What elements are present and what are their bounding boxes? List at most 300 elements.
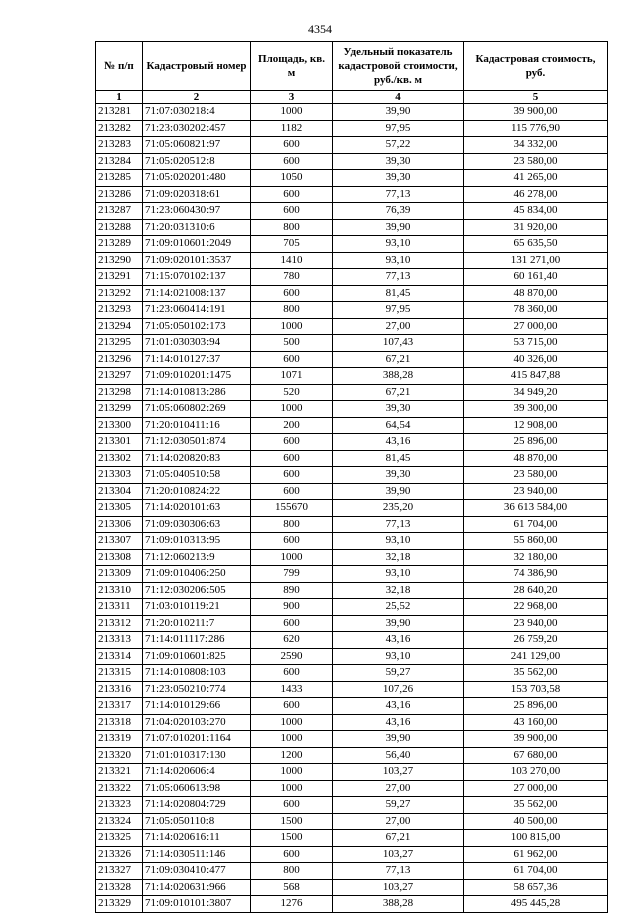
unit-value-cell: 388,28 <box>333 368 464 385</box>
row-number-cell: 213306 <box>96 516 143 533</box>
unit-value-cell: 39,90 <box>333 219 464 236</box>
cadastral-number-cell: 71:05:050110:8 <box>143 813 251 830</box>
unit-value-cell: 93,10 <box>333 236 464 253</box>
cadastral-number-cell: 71:09:020318:61 <box>143 186 251 203</box>
row-number-cell: 213316 <box>96 681 143 698</box>
area-cell: 1071 <box>251 368 333 385</box>
table-row <box>96 896 608 913</box>
table-row <box>96 318 608 335</box>
unit-value-cell: 32,18 <box>333 582 464 599</box>
cadastral-value-cell: 61 704,00 <box>464 516 608 533</box>
table-row <box>96 582 608 599</box>
cadastral-value-cell: 103 270,00 <box>464 764 608 781</box>
cadastral-number-cell: 71:07:010201:1164 <box>143 731 251 748</box>
unit-value-cell: 39,90 <box>333 483 464 500</box>
area-cell: 800 <box>251 219 333 236</box>
table-row <box>96 516 608 533</box>
row-number-cell: 213308 <box>96 549 143 566</box>
area-cell: 1000 <box>251 549 333 566</box>
row-number-cell: 213296 <box>96 351 143 368</box>
table-row <box>96 104 608 121</box>
cadastral-value-cell: 23 580,00 <box>464 467 608 484</box>
table-row <box>96 863 608 880</box>
area-cell: 1500 <box>251 813 333 830</box>
unit-value-cell: 39,30 <box>333 153 464 170</box>
unit-value-cell: 93,10 <box>333 648 464 665</box>
row-number-cell: 213289 <box>96 236 143 253</box>
row-number-cell: 213307 <box>96 533 143 550</box>
table-row <box>96 120 608 137</box>
row-number-cell: 213327 <box>96 863 143 880</box>
unit-value-cell: 97,95 <box>333 120 464 137</box>
unit-value-cell: 59,27 <box>333 665 464 682</box>
area-cell: 600 <box>251 797 333 814</box>
area-cell: 600 <box>251 203 333 220</box>
cadastral-number-cell: 71:09:010201:1475 <box>143 368 251 385</box>
unit-value-cell: 93,10 <box>333 533 464 550</box>
area-cell: 1182 <box>251 120 333 137</box>
table-row <box>96 764 608 781</box>
table-row <box>96 252 608 269</box>
table-row <box>96 632 608 649</box>
unit-value-cell: 27,00 <box>333 780 464 797</box>
cadastral-value-cell: 31 920,00 <box>464 219 608 236</box>
unit-value-cell: 59,27 <box>333 797 464 814</box>
cadastral-number-cell: 71:14:020804:729 <box>143 797 251 814</box>
cadastral-value-cell: 78 360,00 <box>464 302 608 319</box>
area-cell: 780 <box>251 269 333 286</box>
unit-value-cell: 93,10 <box>333 252 464 269</box>
row-number-cell: 213284 <box>96 153 143 170</box>
cadastral-number-cell: 71:05:060802:269 <box>143 401 251 418</box>
table-row <box>96 500 608 517</box>
cadastral-value-cell: 67 680,00 <box>464 747 608 764</box>
row-number-cell: 213285 <box>96 170 143 187</box>
table-row <box>96 599 608 616</box>
table-header-row <box>96 42 608 91</box>
cadastral-value-cell: 23 940,00 <box>464 615 608 632</box>
cadastral-number-cell: 71:14:010808:103 <box>143 665 251 682</box>
table-row <box>96 698 608 715</box>
table-row <box>96 747 608 764</box>
cadastral-value-cell: 27 000,00 <box>464 318 608 335</box>
cadastral-value-cell: 34 949,20 <box>464 384 608 401</box>
unit-value-cell: 67,21 <box>333 351 464 368</box>
area-cell: 600 <box>251 285 333 302</box>
cadastral-number-cell: 71:14:010813:286 <box>143 384 251 401</box>
unit-value-cell: 39,30 <box>333 467 464 484</box>
unit-value-cell: 388,28 <box>333 896 464 913</box>
cadastral-number-cell: 71:09:010101:3807 <box>143 896 251 913</box>
area-cell: 600 <box>251 186 333 203</box>
cadastral-number-cell: 71:05:040510:58 <box>143 467 251 484</box>
table-row <box>96 681 608 698</box>
cadastral-value-cell: 36 613 584,00 <box>464 500 608 517</box>
cadastral-value-cell: 45 834,00 <box>464 203 608 220</box>
table-row <box>96 351 608 368</box>
area-cell: 620 <box>251 632 333 649</box>
cadastral-number-cell: 71:14:020101:63 <box>143 500 251 517</box>
row-number-cell: 213287 <box>96 203 143 220</box>
table-row <box>96 401 608 418</box>
cadastral-value-cell: 131 271,00 <box>464 252 608 269</box>
area-cell: 1276 <box>251 896 333 913</box>
table-row <box>96 648 608 665</box>
area-cell: 200 <box>251 417 333 434</box>
unit-value-cell: 27,00 <box>333 318 464 335</box>
table-row <box>96 467 608 484</box>
cadastral-value-cell: 35 562,00 <box>464 665 608 682</box>
area-cell: 520 <box>251 384 333 401</box>
area-cell: 800 <box>251 863 333 880</box>
table-row <box>96 533 608 550</box>
cadastral-value-table <box>95 41 608 913</box>
unit-value-cell: 77,13 <box>333 269 464 286</box>
cadastral-number-cell: 71:05:060613:98 <box>143 780 251 797</box>
area-cell: 900 <box>251 599 333 616</box>
cadastral-value-cell: 25 896,00 <box>464 434 608 451</box>
cadastral-value-cell: 61 704,00 <box>464 863 608 880</box>
row-number-cell: 213313 <box>96 632 143 649</box>
cadastral-number-cell: 71:12:030206:505 <box>143 582 251 599</box>
area-cell: 600 <box>251 483 333 500</box>
column-number: 3 <box>251 91 333 104</box>
cadastral-number-cell: 71:05:020512:8 <box>143 153 251 170</box>
table-row <box>96 170 608 187</box>
unit-value-cell: 39,90 <box>333 731 464 748</box>
header-cadastral-value: Кадастровая стоимость, руб. <box>464 42 608 91</box>
row-number-cell: 213281 <box>96 104 143 121</box>
unit-value-cell: 43,16 <box>333 434 464 451</box>
cadastral-value-cell: 39 300,00 <box>464 401 608 418</box>
unit-value-cell: 77,13 <box>333 516 464 533</box>
table-row <box>96 368 608 385</box>
cadastral-number-cell: 71:15:070102:137 <box>143 269 251 286</box>
cadastral-value-cell: 61 962,00 <box>464 846 608 863</box>
row-number-cell: 213324 <box>96 813 143 830</box>
cadastral-number-cell: 71:12:060213:9 <box>143 549 251 566</box>
unit-value-cell: 64,54 <box>333 417 464 434</box>
area-cell: 800 <box>251 516 333 533</box>
row-number-cell: 213328 <box>96 879 143 896</box>
cadastral-value-cell: 48 870,00 <box>464 450 608 467</box>
cadastral-number-cell: 71:23:050210:774 <box>143 681 251 698</box>
table-row <box>96 417 608 434</box>
unit-value-cell: 103,27 <box>333 846 464 863</box>
unit-value-cell: 93,10 <box>333 566 464 583</box>
cadastral-number-cell: 71:05:050102:173 <box>143 318 251 335</box>
table-row <box>96 450 608 467</box>
cadastral-number-cell: 71:03:010119:21 <box>143 599 251 616</box>
cadastral-number-cell: 71:09:030410:477 <box>143 863 251 880</box>
cadastral-value-cell: 39 900,00 <box>464 104 608 121</box>
row-number-cell: 213329 <box>96 896 143 913</box>
cadastral-number-cell: 71:14:020820:83 <box>143 450 251 467</box>
row-number-cell: 213311 <box>96 599 143 616</box>
row-number-cell: 213312 <box>96 615 143 632</box>
row-number-cell: 213310 <box>96 582 143 599</box>
table-row <box>96 549 608 566</box>
cadastral-value-cell: 32 180,00 <box>464 549 608 566</box>
area-cell: 890 <box>251 582 333 599</box>
column-number: 1 <box>96 91 143 104</box>
table-row <box>96 186 608 203</box>
row-number-cell: 213294 <box>96 318 143 335</box>
row-number-cell: 213322 <box>96 780 143 797</box>
cadastral-number-cell: 71:20:010411:16 <box>143 417 251 434</box>
cadastral-value-cell: 35 562,00 <box>464 797 608 814</box>
cadastral-number-cell: 71:05:060821:97 <box>143 137 251 154</box>
cadastral-number-cell: 71:09:020101:3537 <box>143 252 251 269</box>
row-number-cell: 213292 <box>96 285 143 302</box>
area-cell: 500 <box>251 335 333 352</box>
row-number-cell: 213301 <box>96 434 143 451</box>
area-cell: 600 <box>251 434 333 451</box>
table-row <box>96 813 608 830</box>
area-cell: 1000 <box>251 714 333 731</box>
row-number-cell: 213298 <box>96 384 143 401</box>
row-number-cell: 213300 <box>96 417 143 434</box>
cadastral-value-cell: 415 847,88 <box>464 368 608 385</box>
area-cell: 600 <box>251 450 333 467</box>
area-cell: 600 <box>251 533 333 550</box>
table-row <box>96 203 608 220</box>
cadastral-value-cell: 153 703,58 <box>464 681 608 698</box>
cadastral-value-cell: 43 160,00 <box>464 714 608 731</box>
unit-value-cell: 107,26 <box>333 681 464 698</box>
cadastral-value-cell: 41 265,00 <box>464 170 608 187</box>
area-cell: 705 <box>251 236 333 253</box>
unit-value-cell: 107,43 <box>333 335 464 352</box>
area-cell: 1433 <box>251 681 333 698</box>
cadastral-value-cell: 22 968,00 <box>464 599 608 616</box>
row-number-cell: 213293 <box>96 302 143 319</box>
cadastral-number-cell: 71:23:030202:457 <box>143 120 251 137</box>
header-row-number: № п/п <box>96 42 143 91</box>
cadastral-number-cell: 71:14:011117:286 <box>143 632 251 649</box>
cadastral-number-cell: 71:01:010317:130 <box>143 747 251 764</box>
row-number-cell: 213295 <box>96 335 143 352</box>
row-number-cell: 213317 <box>96 698 143 715</box>
area-cell: 1200 <box>251 747 333 764</box>
unit-value-cell: 81,45 <box>333 285 464 302</box>
area-cell: 568 <box>251 879 333 896</box>
table-row <box>96 615 608 632</box>
cadastral-number-cell: 71:12:030501:874 <box>143 434 251 451</box>
row-number-cell: 213320 <box>96 747 143 764</box>
header-area: Площадь, кв. м <box>251 42 333 91</box>
table-row <box>96 780 608 797</box>
cadastral-number-cell: 71:20:010824:22 <box>143 483 251 500</box>
unit-value-cell: 56,40 <box>333 747 464 764</box>
column-number-row <box>96 91 608 104</box>
unit-value-cell: 39,90 <box>333 615 464 632</box>
cadastral-number-cell: 71:14:010127:37 <box>143 351 251 368</box>
table-row <box>96 302 608 319</box>
table-row <box>96 153 608 170</box>
cadastral-number-cell: 71:23:060414:191 <box>143 302 251 319</box>
cadastral-value-cell: 40 326,00 <box>464 351 608 368</box>
page-number: 4354 <box>308 22 332 36</box>
row-number-cell: 213321 <box>96 764 143 781</box>
unit-value-cell: 39,30 <box>333 401 464 418</box>
cadastral-value-cell: 27 000,00 <box>464 780 608 797</box>
cadastral-value-cell: 34 332,00 <box>464 137 608 154</box>
area-cell: 800 <box>251 302 333 319</box>
cadastral-value-cell: 60 161,40 <box>464 269 608 286</box>
row-number-cell: 213323 <box>96 797 143 814</box>
table-row <box>96 830 608 847</box>
unit-value-cell: 103,27 <box>333 879 464 896</box>
area-cell: 600 <box>251 467 333 484</box>
row-number-cell: 213309 <box>96 566 143 583</box>
row-number-cell: 213318 <box>96 714 143 731</box>
area-cell: 1000 <box>251 318 333 335</box>
area-cell: 155670 <box>251 500 333 517</box>
table-row <box>96 665 608 682</box>
area-cell: 600 <box>251 351 333 368</box>
table-row <box>96 566 608 583</box>
area-cell: 1000 <box>251 731 333 748</box>
row-number-cell: 213315 <box>96 665 143 682</box>
area-cell: 799 <box>251 566 333 583</box>
unit-value-cell: 103,27 <box>333 764 464 781</box>
unit-value-cell: 235,20 <box>333 500 464 517</box>
cadastral-value-cell: 26 759,20 <box>464 632 608 649</box>
cadastral-number-cell: 71:01:030303:94 <box>143 335 251 352</box>
cadastral-value-cell: 55 860,00 <box>464 533 608 550</box>
area-cell: 600 <box>251 665 333 682</box>
cadastral-number-cell: 71:09:010601:2049 <box>143 236 251 253</box>
table-row <box>96 384 608 401</box>
table-row <box>96 797 608 814</box>
unit-value-cell: 39,30 <box>333 170 464 187</box>
cadastral-number-cell: 71:14:020606:4 <box>143 764 251 781</box>
row-number-cell: 213299 <box>96 401 143 418</box>
area-cell: 600 <box>251 153 333 170</box>
cadastral-number-cell: 71:14:010129:66 <box>143 698 251 715</box>
cadastral-number-cell: 71:20:010211:7 <box>143 615 251 632</box>
cadastral-number-cell: 71:09:010313:95 <box>143 533 251 550</box>
cadastral-value-cell: 53 715,00 <box>464 335 608 352</box>
header-cadastral-number: Кадастровый номер <box>143 42 251 91</box>
unit-value-cell: 67,21 <box>333 384 464 401</box>
area-cell: 1000 <box>251 401 333 418</box>
unit-value-cell: 57,22 <box>333 137 464 154</box>
unit-value-cell: 43,16 <box>333 714 464 731</box>
row-number-cell: 213325 <box>96 830 143 847</box>
cadastral-number-cell: 71:04:020103:270 <box>143 714 251 731</box>
table-row <box>96 483 608 500</box>
area-cell: 1410 <box>251 252 333 269</box>
row-number-cell: 213314 <box>96 648 143 665</box>
column-number: 2 <box>143 91 251 104</box>
cadastral-number-cell: 71:23:060430:97 <box>143 203 251 220</box>
table-row <box>96 219 608 236</box>
row-number-cell: 213286 <box>96 186 143 203</box>
area-cell: 1000 <box>251 764 333 781</box>
unit-value-cell: 43,16 <box>333 632 464 649</box>
row-number-cell: 213319 <box>96 731 143 748</box>
cadastral-number-cell: 71:07:030218:4 <box>143 104 251 121</box>
unit-value-cell: 67,21 <box>333 830 464 847</box>
table-row <box>96 269 608 286</box>
row-number-cell: 213283 <box>96 137 143 154</box>
area-cell: 1000 <box>251 780 333 797</box>
table-row <box>96 714 608 731</box>
cadastral-number-cell: 71:14:020616:11 <box>143 830 251 847</box>
unit-value-cell: 77,13 <box>333 186 464 203</box>
area-cell: 2590 <box>251 648 333 665</box>
cadastral-value-cell: 495 445,28 <box>464 896 608 913</box>
cadastral-value-cell: 40 500,00 <box>464 813 608 830</box>
unit-value-cell: 39,90 <box>333 104 464 121</box>
row-number-cell: 213297 <box>96 368 143 385</box>
area-cell: 1050 <box>251 170 333 187</box>
row-number-cell: 213291 <box>96 269 143 286</box>
row-number-cell: 213288 <box>96 219 143 236</box>
unit-value-cell: 77,13 <box>333 863 464 880</box>
cadastral-number-cell: 71:09:010406:250 <box>143 566 251 583</box>
cadastral-number-cell: 71:09:010601:825 <box>143 648 251 665</box>
cadastral-value-cell: 23 580,00 <box>464 153 608 170</box>
table-row <box>96 846 608 863</box>
area-cell: 1000 <box>251 104 333 121</box>
table-row <box>96 879 608 896</box>
cadastral-value-cell: 48 870,00 <box>464 285 608 302</box>
unit-value-cell: 32,18 <box>333 549 464 566</box>
unit-value-cell: 76,39 <box>333 203 464 220</box>
area-cell: 600 <box>251 846 333 863</box>
table-row <box>96 731 608 748</box>
table-row <box>96 335 608 352</box>
area-cell: 1500 <box>251 830 333 847</box>
cadastral-value-cell: 100 815,00 <box>464 830 608 847</box>
header-unit-value: Удельный показатель кадастровой стоимости, руб./кв. м <box>333 42 464 91</box>
cadastral-number-cell: 71:14:021008:137 <box>143 285 251 302</box>
column-number: 4 <box>333 91 464 104</box>
table-row <box>96 137 608 154</box>
cadastral-value-cell: 115 776,90 <box>464 120 608 137</box>
unit-value-cell: 43,16 <box>333 698 464 715</box>
cadastral-value-cell: 25 896,00 <box>464 698 608 715</box>
cadastral-number-cell: 71:20:031310:6 <box>143 219 251 236</box>
row-number-cell: 213304 <box>96 483 143 500</box>
row-number-cell: 213303 <box>96 467 143 484</box>
cadastral-value-cell: 46 278,00 <box>464 186 608 203</box>
cadastral-number-cell: 71:14:020631:966 <box>143 879 251 896</box>
cadastral-value-cell: 65 635,50 <box>464 236 608 253</box>
cadastral-value-cell: 23 940,00 <box>464 483 608 500</box>
row-number-cell: 213282 <box>96 120 143 137</box>
unit-value-cell: 81,45 <box>333 450 464 467</box>
cadastral-number-cell: 71:09:030306:63 <box>143 516 251 533</box>
cadastral-number-cell: 71:14:030511:146 <box>143 846 251 863</box>
unit-value-cell: 27,00 <box>333 813 464 830</box>
cadastral-number-cell: 71:05:020201:480 <box>143 170 251 187</box>
column-number: 5 <box>464 91 608 104</box>
cadastral-value-cell: 39 900,00 <box>464 731 608 748</box>
row-number-cell: 213326 <box>96 846 143 863</box>
unit-value-cell: 97,95 <box>333 302 464 319</box>
row-number-cell: 213290 <box>96 252 143 269</box>
table-row <box>96 285 608 302</box>
area-cell: 600 <box>251 698 333 715</box>
area-cell: 600 <box>251 615 333 632</box>
cadastral-value-cell: 12 908,00 <box>464 417 608 434</box>
table-body <box>96 104 608 913</box>
row-number-cell: 213302 <box>96 450 143 467</box>
